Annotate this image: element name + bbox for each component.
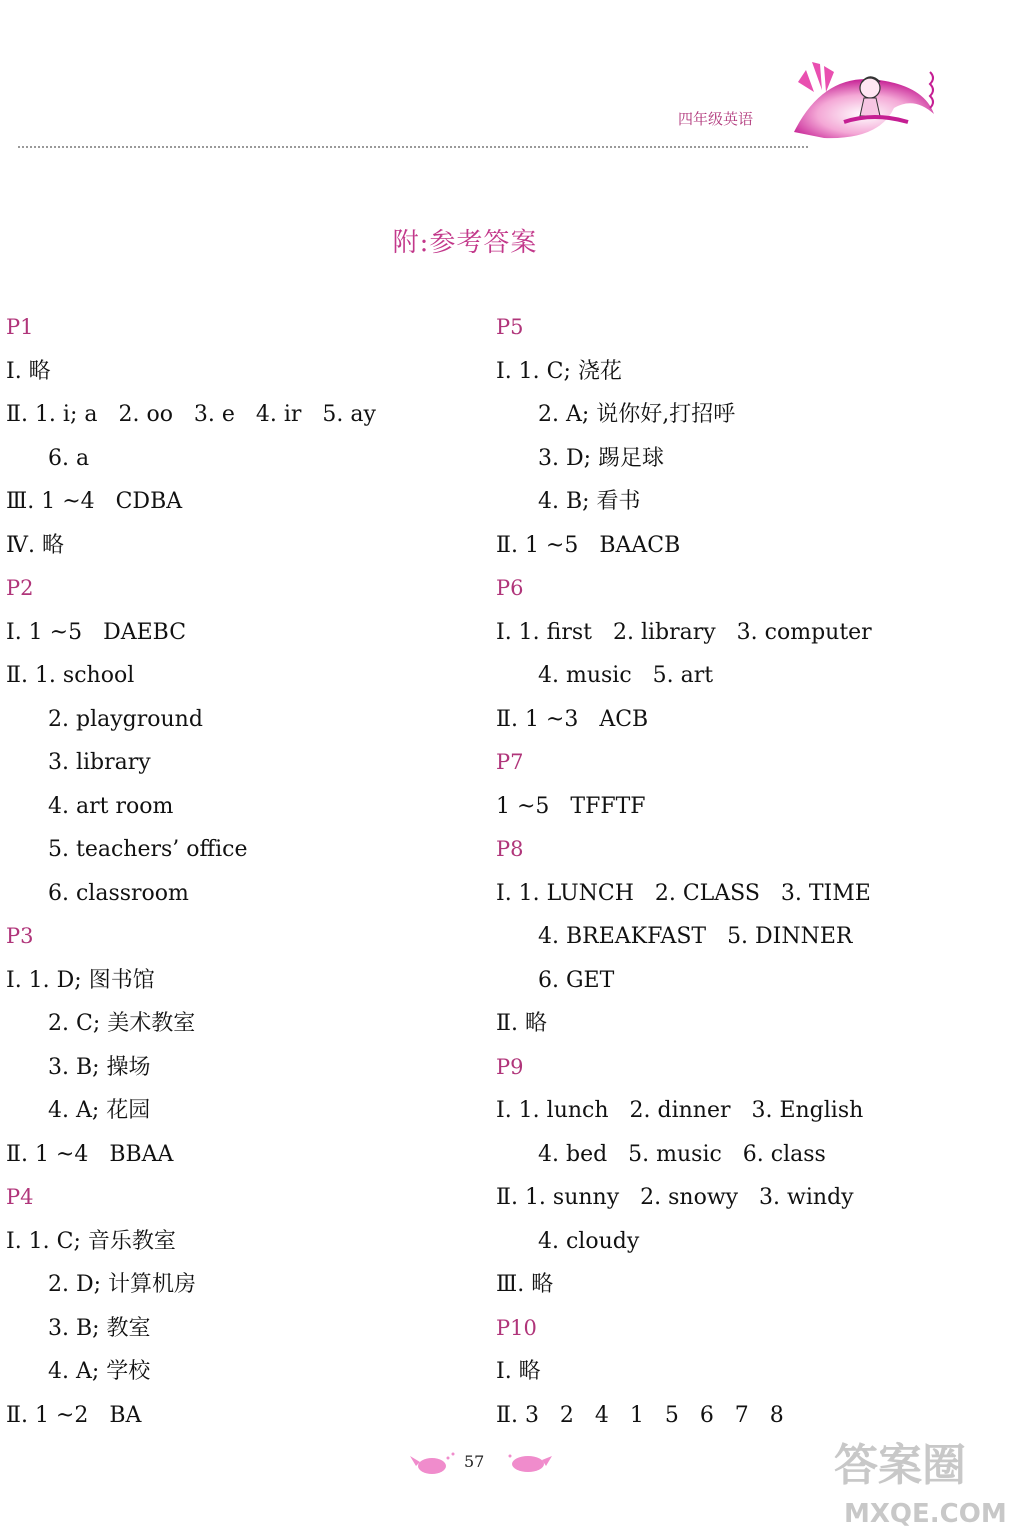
section-label: P2 — [6, 576, 34, 600]
answer-line: 5. teachers’ office — [48, 837, 248, 862]
answer-line: 4. A; 学校 — [48, 1359, 151, 1384]
answer-line: Ⅱ. 3 2 4 1 5 6 7 8 — [496, 1402, 784, 1428]
answer-line: Ⅰ. 1. LUNCH 2. CLASS 3. TIME — [496, 880, 871, 906]
section-label: P4 — [6, 1185, 34, 1209]
answer-line: Ⅱ. 1 ~5 BAACB — [496, 532, 681, 558]
answer-line: Ⅰ. 1. C; 浇花 — [496, 358, 622, 384]
section-label: P8 — [496, 837, 524, 861]
section-label: P9 — [496, 1054, 524, 1079]
pink-bird-icon — [509, 1455, 553, 1473]
answer-line: Ⅲ. 1 ~4 CDBA — [6, 489, 183, 514]
answer-line: Ⅱ. 1. i; a 2. oo 3. e 4. ir 5. ay — [6, 402, 376, 427]
answer-line: 3. B; 教室 — [48, 1315, 151, 1341]
answer-line: 2. C; 美术教室 — [48, 1011, 196, 1036]
surfing-girl-mascot-icon — [784, 52, 944, 147]
answer-line: 6. classroom — [48, 880, 189, 906]
section-label: P10 — [496, 1315, 537, 1340]
answer-line: 4. BREAKFAST 5. DINNER — [538, 924, 853, 949]
section-label: P3 — [6, 924, 34, 948]
answers-right-column — [496, 306, 996, 1437]
answer-line: 6. a — [48, 445, 90, 471]
mxqe-logo — [830, 1430, 1025, 1530]
section-label: P5 — [496, 315, 524, 339]
answer-line: Ⅰ. 1. first 2. library 3. computer — [496, 619, 872, 645]
header-label: 四年级英语 — [678, 110, 754, 128]
answer-line: Ⅱ. 1 ~2 BA — [6, 1402, 142, 1428]
answer-line: Ⅱ. 略 — [496, 1011, 547, 1036]
answer-line: 6. GET — [538, 967, 615, 993]
answer-line: Ⅳ. 略 — [6, 532, 64, 558]
page-title: 附:参考答案 — [392, 228, 538, 258]
pink-bird-icon — [410, 1453, 455, 1475]
answer-line: Ⅲ. 略 — [496, 1272, 554, 1297]
answer-line: 3. B; 操场 — [48, 1054, 151, 1080]
answer-line: Ⅱ. 1 ~4 BBAA — [6, 1141, 174, 1167]
answer-line: Ⅰ. 略 — [496, 1359, 541, 1384]
answer-line: 1 ~5 TFFTF — [496, 793, 646, 819]
answer-line: 4. art room — [48, 793, 174, 819]
header-rule — [18, 146, 808, 148]
answer-line: 3. D; 踢足球 — [538, 445, 665, 471]
answer-line: Ⅰ. 1. D; 图书馆 — [6, 967, 155, 993]
answer-line: Ⅱ. 1 ~3 ACB — [496, 706, 649, 732]
answer-line: 4. bed 5. music 6. class — [538, 1141, 826, 1167]
answer-line: Ⅱ. 1. sunny 2. snowy 3. windy — [496, 1185, 854, 1210]
section-label: P6 — [496, 576, 524, 600]
answer-line: Ⅰ. 1 ~5 DAEBC — [6, 619, 187, 645]
answers-left-column — [6, 306, 476, 1437]
answer-line: Ⅰ. 1. lunch 2. dinner 3. English — [496, 1098, 864, 1123]
page-number: 57 — [464, 1452, 485, 1471]
answer-line: 4. music 5. art — [538, 663, 714, 688]
answer-line: 2. D; 计算机房 — [48, 1272, 197, 1297]
answer-line: Ⅱ. 1. school — [6, 663, 135, 688]
answer-line: 4. A; 花园 — [48, 1098, 151, 1123]
watermark-title: 答案圈 — [834, 1440, 966, 1491]
answer-line: 2. A; 说你好,打招呼 — [538, 402, 736, 427]
answer-line: 4. B; 看书 — [538, 489, 641, 514]
answer-line: Ⅰ. 略 — [6, 358, 51, 384]
section-label: P7 — [496, 750, 524, 774]
section-label: P1 — [6, 315, 34, 339]
watermark-url: MXQE.COM — [844, 1499, 1007, 1529]
answer-line: 3. library — [48, 750, 151, 775]
answer-line: 2. playground — [48, 706, 203, 732]
answer-line: Ⅰ. 1. C; 音乐教室 — [6, 1228, 176, 1254]
answer-line: 4. cloudy — [538, 1228, 640, 1254]
